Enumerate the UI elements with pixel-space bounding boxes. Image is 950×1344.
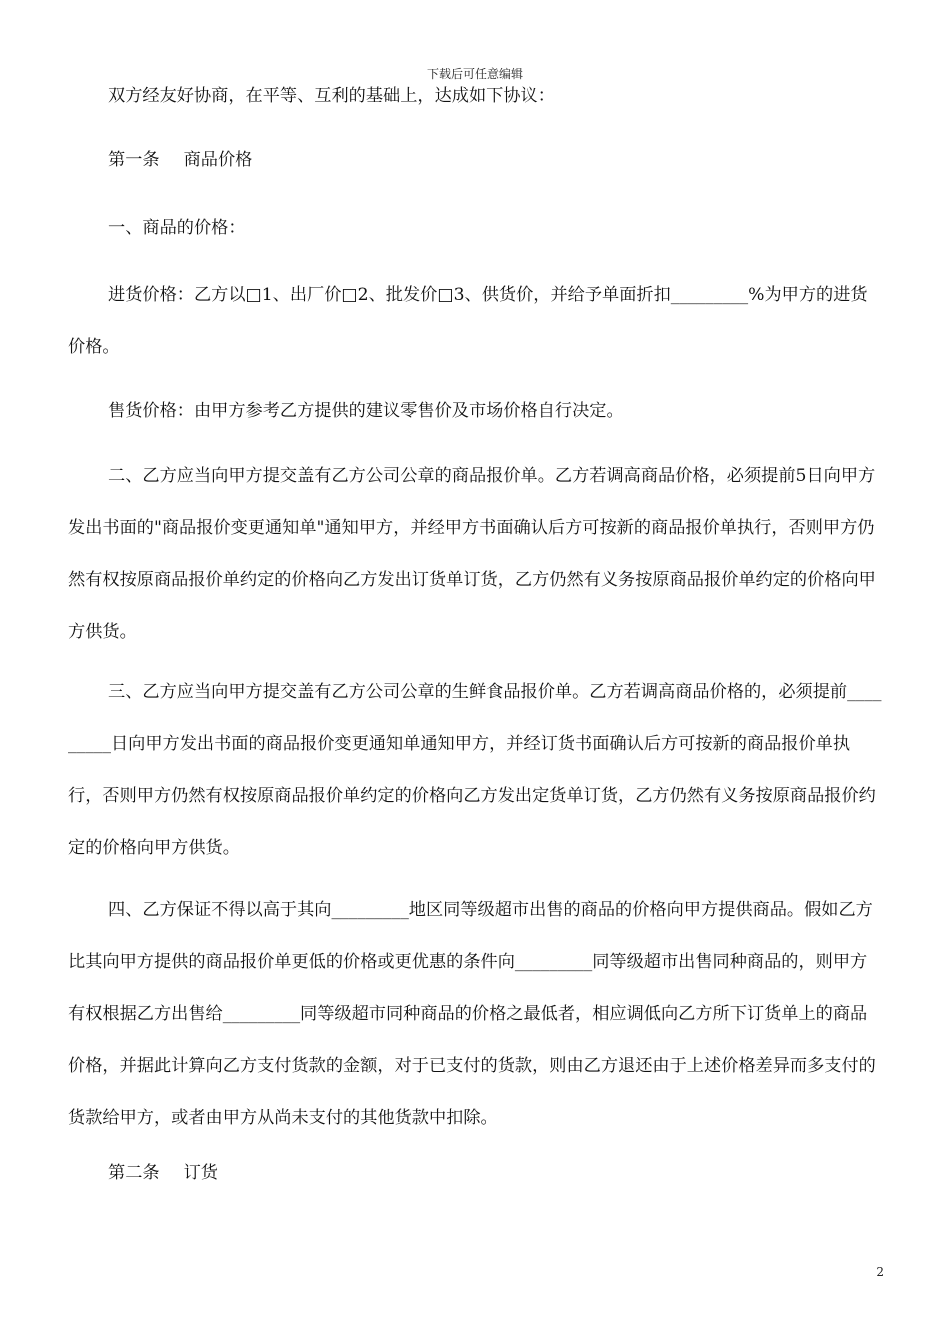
article-2-title: 订货 <box>183 1163 218 1183</box>
header-note: 下载后可任意编辑 <box>426 67 523 81</box>
purchase-price-paragraph: 进货价格：乙方以□1、出厂价□2、批发价□3、供货价，并给予单面折扣_________%为甲方的进货价格。 <box>68 285 868 357</box>
intro-paragraph: 双方经友好协商，在平等、互利的基础上，达成如下协议： <box>108 86 555 106</box>
article-2-number: 第二条 <box>108 1163 160 1183</box>
clause-3-paragraph: 三、乙方应当向甲方提交盖有乙方公司公章的生鲜食品报价单。乙方若调高商品价格的，必须提前_________日向甲方发出书面的商品报价变更通知单通知甲方，并经订货书面确认后方可按新的商品报价单执行，否则甲方仍然有权按原商品报价单约定的价格向乙方发出定货单订货，乙方仍然有义务按原商品报价约定的价格向甲方供货。 <box>68 682 882 858</box>
article-1-heading <box>108 134 252 186</box>
article-1-title: 商品价格 <box>183 150 253 170</box>
clause-4-paragraph: 四、乙方保证不得以高于其向_________地区同等级超市出售的商品的价格向甲方提供商品。假如乙方比其向甲方提供的商品报价单更低的价格或更优惠的条件向_________同等级超市出售同种商品的，则甲方有权根据乙方出售给_________同等级超市同种商品的价格之最低者，相应调低向乙方所下订货单上的商品价格，并据此计算向乙方支付货款的金额，对于已支付的货款，则由乙方退还由于上述价格差异而多支付的货款给甲方，或者由甲方从尚未支付的其他货款中扣除。 <box>68 900 876 1128</box>
section-1-heading: 一、商品的价格： <box>108 218 246 238</box>
article-2-heading <box>108 1147 218 1199</box>
article-1-number: 第一条 <box>108 150 160 170</box>
page-number: 2 <box>876 1265 884 1279</box>
sale-price-paragraph: 售货价格：由甲方参考乙方提供的建议零售价及市场价格自行决定。 <box>108 401 624 421</box>
clause-2-paragraph: 二、乙方应当向甲方提交盖有乙方公司公章的商品报价单。乙方若调高商品价格，必须提前5日向甲方发出书面的"商品报价变更通知单"通知甲方，并经甲方书面确认后方可按新的商品报价单执行，否则甲方仍然有权按原商品报价单约定的价格向乙方发出订货单订货，乙方仍然有义务按原商品报价单约定的价格向甲方供货。 <box>68 466 876 642</box>
